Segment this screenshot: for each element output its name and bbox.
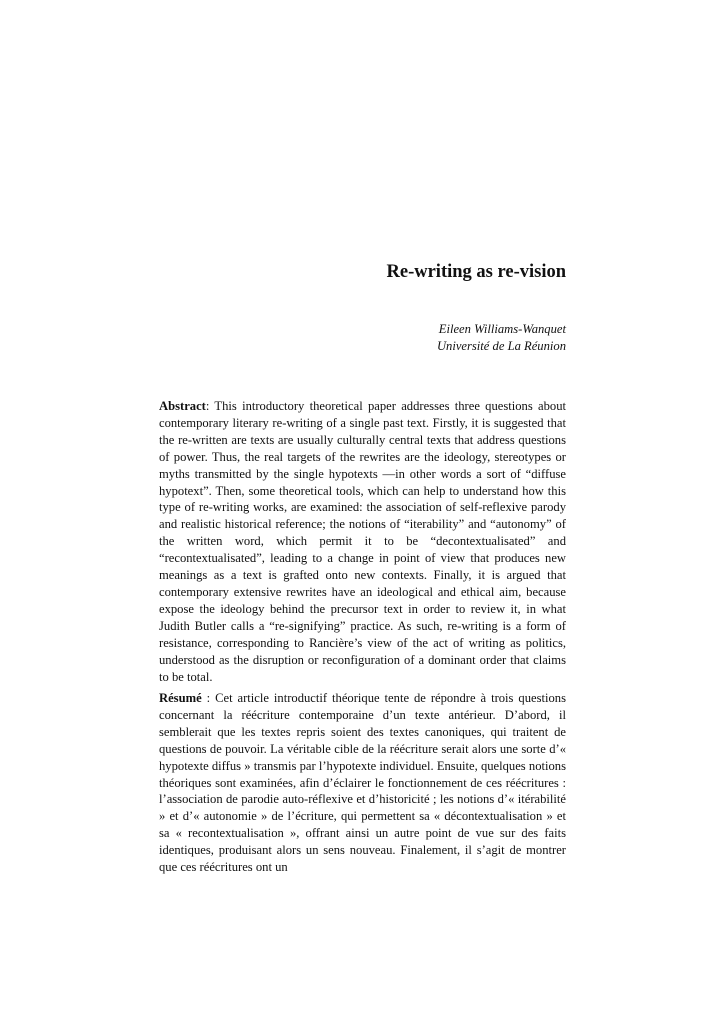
resume-paragraph xyxy=(159,690,566,876)
paper-title: Re-writing as re-vision xyxy=(386,262,566,282)
resume-text: Cet article introductif théorique tente de répondre à trois questions concernant la réécriture contemporaine d’un texte antérieur. D’abord, il semblerait que les textes repris soient des textes canoniques, qui traitent de questions de pouvoir. La véritable cible de la réécriture serait alors une sorte d’« hypotexte diffus » transmis par l’hypotexte individuel. Ensuite, quelques notions théoriques sont examinées, afin d’éclairer le fonctionnement de ces réécritures : l’association de parodie auto-réflexive et d’historicité ; les notions d’« itérabilité » et d’« autonomie » de l’écriture, qui permettent sa « décontextualisation » et sa « recontextualisation », offrant ainsi un autre point de vue sur des faits identiques, produisant alors un sens nouveau. Finalement, il s’agit de montrer que ces réécritures ont un xyxy=(159,691,566,875)
abstract-paragraph xyxy=(159,398,566,685)
author-block xyxy=(437,321,566,355)
resume-label: Résumé xyxy=(159,691,202,705)
abstract-label: Abstract xyxy=(159,399,206,413)
abstract-separator: : xyxy=(205,399,210,413)
author-affiliation: Université de La Réunion xyxy=(436,339,566,353)
resume-separator: : xyxy=(201,691,211,705)
abstract-text: This introductory theoretical paper addresses three questions about contemporary literary re-writing of a single past text. Firstly, it is suggested that the re-written are texts are usually culturally central texts that address questions of power. Thus, the real targets of the rewrites are the ideology, stereotypes or myths transmitted by the single hypotexts —in other words a sort of “diffuse hypotext”. Then, some theoretical tools, which can help to understand how this type of re-writing works, are examined: the association of self-reflexive parody and realistic historical reference; the notions of “iterability” and “autonomy” of the written word, which permit it to be “decontextualisated” and “recontextualisated”, leading to a change in point of view that produces new meanings as a text is grafted onto new contexts. Finally, it is argued that contemporary extensive rewrites have an ideological and ethical aim, because expose the ideology behind the precursor text in order to review it, in what Judith Butler calls a “re-signifying” practice. As such, re-writing is a form of resistance, corresponding to Rancière’s view of the act of writing as politics, understood as the disruption or reconfiguration of a dominant order that claims to be total. xyxy=(159,399,566,684)
author-name: Eileen Williams-Wanquet xyxy=(438,322,566,336)
page xyxy=(159,0,566,1024)
